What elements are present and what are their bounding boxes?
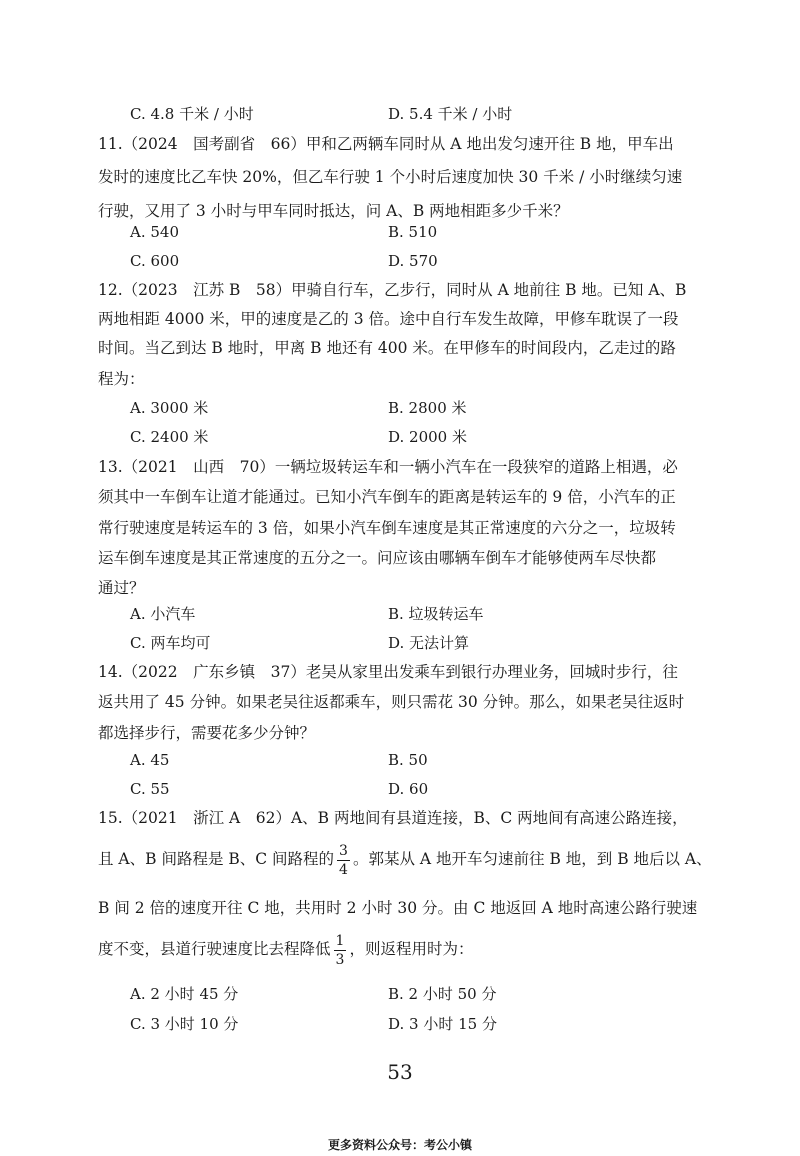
question-text-line: 行驶，又用了 3 小时与甲车同时抵达，问 A、B 两地相距多少千米？ [98,202,569,220]
question-text-segment: ，则返程用时为： [349,940,474,958]
option-a: A. 540 [130,223,179,241]
option-d: D. 3 小时 15 分 [388,1015,497,1033]
option-row [130,426,690,448]
option-row [130,778,690,800]
fraction [337,844,350,877]
fraction-numerator: 1 [335,932,345,949]
option-b: B. 垃圾转运车 [388,605,484,623]
question-text-line: 13.（2021 山西 70）一辆垃圾转运车和一辆小汽车在一段狭窄的道路上相遇，必 [98,458,678,476]
option-row [130,221,690,243]
option-b: B. 510 [388,223,438,241]
question-text-line: 运车倒车速度是其正常速度的五分之一。问应该由哪辆车倒车才能够使两车尽快都 [98,549,657,567]
question-text-line: 11.（2024 国考副省 66）甲和乙两辆车同时从 A 地出发匀速开往 B 地，甲车出 [98,135,674,153]
option-d: D. 2000 米 [388,428,467,446]
question-text-segment: 且 A、B 间路程是 B、C 间路程的 [98,850,335,868]
footer-note: 更多资料公众号：考公小镇 [327,1138,472,1152]
option-row [130,603,690,625]
question-text-line: 程为： [98,370,145,388]
question-text-line: 时间。当乙到达 B 地时，甲离 B 地还有 400 米。在甲修车的时间段内，乙走过的路 [98,339,676,357]
question-text-line: B 间 2 倍的速度开往 C 地，共用时 2 小时 30 分。由 C 地返回 A 地时高速公路行驶速 [98,899,698,917]
fraction [334,934,347,967]
option-b: B. 2 小时 50 分 [388,985,497,1003]
question-text-line [98,929,473,969]
option-row [130,397,690,419]
question-text-line: 须其中一车倒车让道才能通过。已知小汽车倒车的距离是转运车的 9 倍，小汽车的正 [98,488,676,506]
option-row [130,1013,690,1035]
question-text-line: 15.（2021 浙江 A 62）A、B 两地间有县道连接，B、C 两地间有高速公路连接， [98,809,688,827]
page-number: 53 [387,1060,413,1084]
fraction-numerator: 3 [339,842,348,859]
question-text-line: 返共用了 45 分钟。如果老吴往返都乘车，则只需花 30 分钟。那么，如果老吴往返时 [98,693,685,711]
option-d: D. 60 [388,780,429,798]
option-b: B. 2800 米 [388,399,467,417]
option-d: D. 570 [388,252,438,270]
question-text-line: 发时的速度比乙车快 20%，但乙车行驶 1 个小时后速度加快 30 千米 / 小时继续匀速 [98,168,683,186]
question-text-line [98,839,712,879]
option-b: B. 50 [388,751,428,769]
question-text-line: 12.（2023 江苏 B 58）甲骑自行车，乙步行，同时从 A 地前往 B 地。已知 A、B [98,281,687,299]
fraction-denominator: 4 [339,861,348,878]
option-c: C. 两车均可 [130,634,211,652]
option-a: A. 小汽车 [130,605,196,623]
question-text-line: 通过？ [98,579,145,597]
option-row [130,632,690,654]
option-c: C. 2400 米 [130,428,209,446]
question-text-segment: 度不变，县道行驶速度比去程降低 [98,940,331,958]
question-text-line: 两地相距 4000 米，甲的速度是乙的 3 倍。途中自行车发生故障，甲修车耽误了一段 [98,310,679,328]
question-text-line: 14.（2022 广东乡镇 37）老吴从家里出发乘车到银行办理业务，回城时步行，往 [98,663,678,681]
question-text-segment: 。郭某从 A 地开车匀速前往 B 地，到 B 地后以 A、 [352,850,712,868]
option-row [130,983,690,1005]
fraction-denominator: 3 [335,951,345,968]
option-c: C. 3 小时 10 分 [130,1015,239,1033]
question-text-line: 常行驶速度是转运车的 3 倍，如果小汽车倒车速度是其正常速度的六分之一，垃圾转 [98,519,676,537]
option-a: A. 2 小时 45 分 [130,985,239,1003]
option-c: C. 600 [130,252,180,270]
option-d: D. 5.4 千米 / 小时 [388,105,513,123]
option-c: C. 4.8 千米 / 小时 [130,105,254,123]
option-d: D. 无法计算 [388,634,470,652]
option-a: A. 45 [130,751,170,769]
option-c: C. 55 [130,780,170,798]
option-row [130,749,690,771]
option-row [130,103,690,125]
option-a: A. 3000 米 [130,399,209,417]
question-text-line: 都选择步行，需要花多少分钟？ [98,724,316,742]
option-row [130,250,690,272]
